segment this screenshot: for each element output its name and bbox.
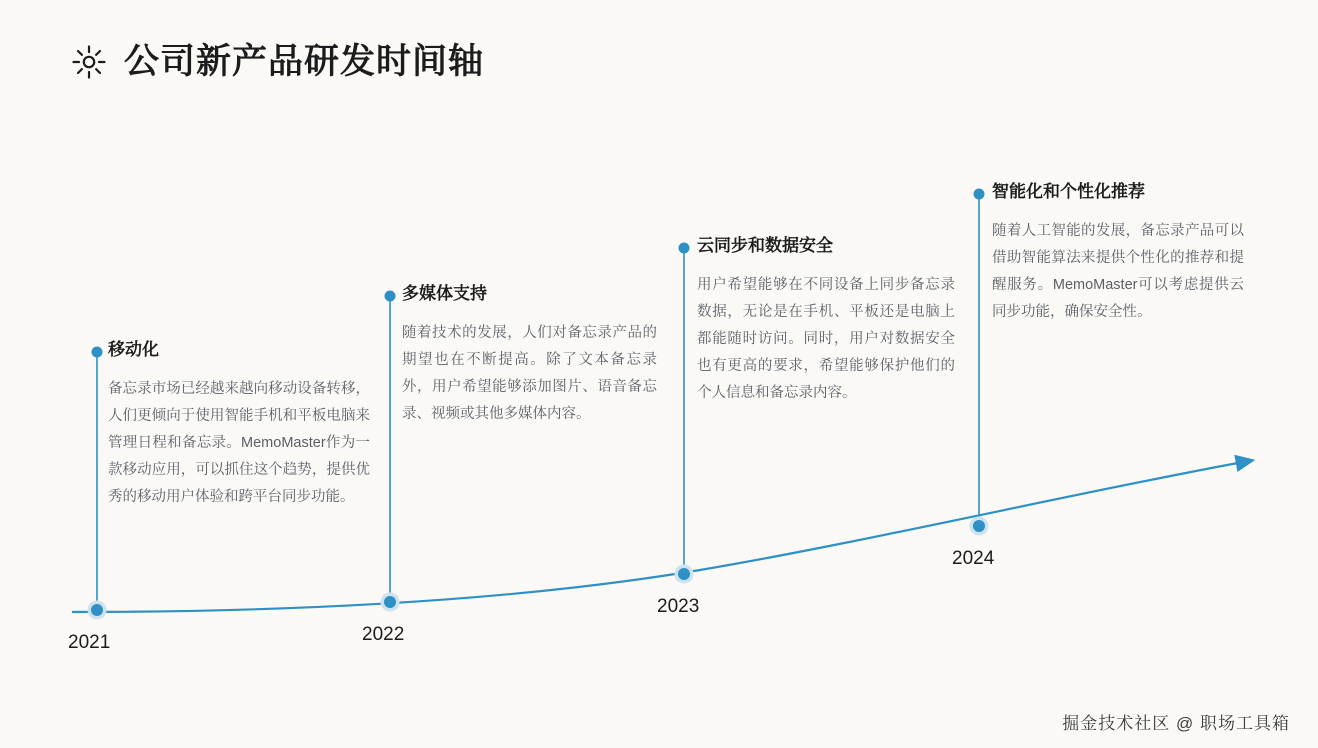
marker-2021 [91, 604, 103, 616]
top-dot-2021 [92, 347, 103, 358]
year-label-2024: 2024 [952, 548, 995, 569]
page-title: 公司新产品研发时间轴 [124, 42, 485, 81]
milestone-body: 备忘录市场已经越来越向移动设备转移，人们更倾向于使用智能手机和平板电脑来管理日程和备忘录。MemoMaster作为一款移动应用，可以抓住这个趋势，提供优秀的移动用户体验和跨平台同步功能。 [108, 381, 370, 505]
marker-2022 [384, 596, 396, 608]
top-dot-2024 [974, 189, 985, 200]
top-dot-2022 [385, 291, 396, 302]
marker-2024 [973, 520, 985, 532]
year-label-2022: 2022 [362, 624, 405, 645]
milestone-heading: 智能化和个性化推荐 [992, 182, 1145, 201]
year-label-2023: 2023 [657, 596, 700, 617]
milestone-body: 随着人工智能的发展，备忘录产品可以借助智能算法来提供个性化的推荐和提醒服务。MemoMaster可以考虑提供云同步功能，确保安全性。 [992, 223, 1244, 320]
marker-2023 [678, 568, 690, 580]
milestone-2024 [992, 182, 1244, 326]
milestone-2023 [697, 236, 955, 406]
milestone-2021 [108, 340, 370, 510]
milestone-heading: 云同步和数据安全 [697, 236, 833, 255]
top-dot-2023 [679, 243, 690, 254]
year-label-2021: 2021 [68, 632, 111, 653]
milestone-heading: 移动化 [108, 340, 159, 359]
milestone-body: 用户希望能够在不同设备上同步备忘录数据，无论是在手机、平板还是电脑上都能随时访问。同时，用户对数据安全也有更高的要求，希望能够保护他们的个人信息和备忘录内容。 [697, 277, 955, 401]
footer-watermark: 掘金技术社区 @ 职场工具箱 [1062, 714, 1290, 733]
milestone-2022 [402, 284, 657, 428]
milestone-heading: 多媒体支持 [402, 284, 487, 303]
milestone-body: 随着技术的发展，人们对备忘录产品的期望也在不断提高。除了文本备忘录外，用户希望能够添加图片、语音备忘录、视频或其他多媒体内容。 [402, 325, 657, 422]
